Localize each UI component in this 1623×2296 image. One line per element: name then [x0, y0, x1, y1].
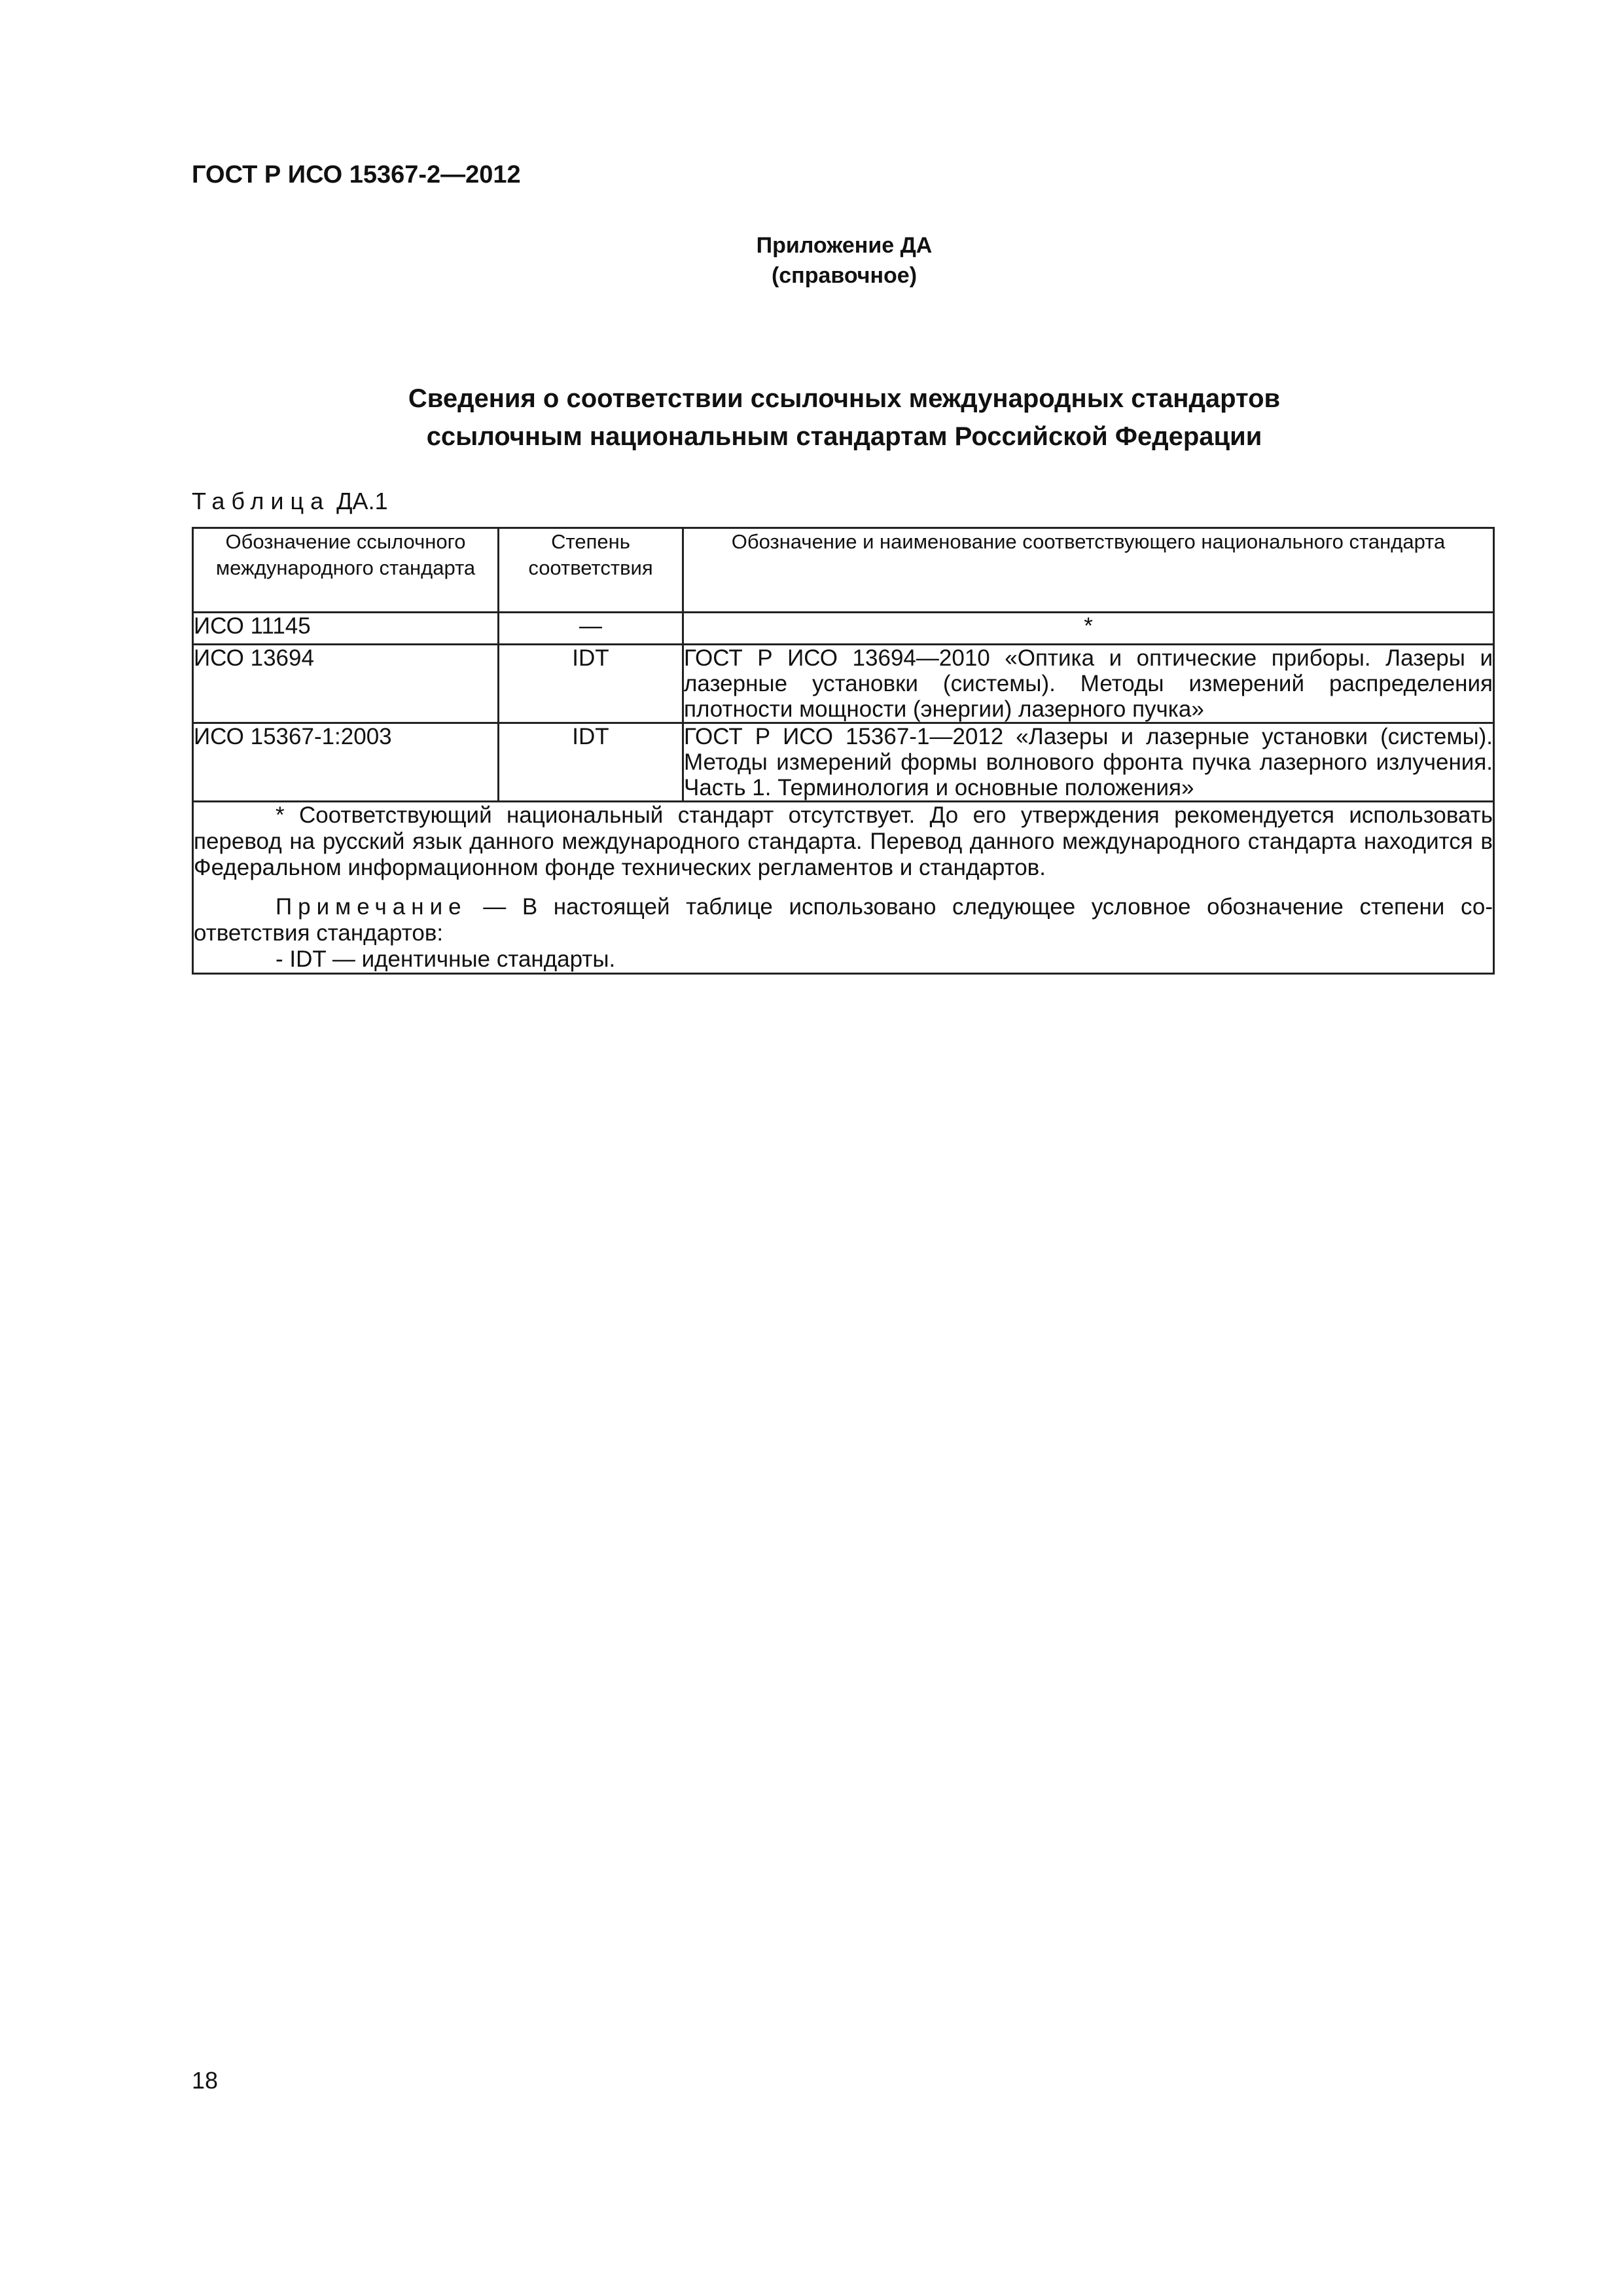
document-code-header: ГОСТ Р ИСО 15367-2—2012 — [192, 161, 521, 188]
cell-national-standard: ГОСТ Р ИСО 13694—2010 «Оптика и оптические приборы. Лазеры и лазерные установки (системы). Методы измерений распределения плотности мощности (энергии) лазерного пучка» — [684, 645, 1493, 722]
cell-intl-standard: ИСО 11145 — [193, 613, 499, 645]
cell-degree: IDT — [499, 723, 683, 802]
cell-national-standard: * — [683, 613, 1494, 645]
section-title — [190, 380, 1499, 456]
table-notes-row — [193, 802, 1494, 974]
cell-intl-standard: ИСО 13694 — [193, 645, 499, 723]
cell-degree: — — [499, 613, 683, 645]
table-caption — [192, 488, 388, 515]
header-degree: Степень соответствия — [499, 528, 683, 613]
header-national-standard: Обозначение и наименование соответствующего национального стандарта — [683, 528, 1494, 613]
table-row — [193, 645, 1494, 723]
note-label: Примечание — [276, 894, 467, 920]
table-caption-word: Таблица — [192, 488, 330, 514]
table-header-row — [193, 528, 1494, 613]
section-title-line-2: ссылочным национальным стандартам Российской Федерации — [426, 422, 1262, 451]
table-row — [193, 723, 1494, 802]
note-paragraph — [194, 894, 1493, 946]
table-notes-cell — [193, 802, 1494, 974]
table-caption-number: ДА.1 — [336, 488, 388, 514]
annex-heading — [0, 230, 1623, 291]
cell-degree: IDT — [499, 645, 683, 723]
annex-label: Приложение ДА — [756, 233, 933, 258]
note-list-item: - IDT — идентичные стандарты. — [276, 946, 616, 972]
cell-national-standard: ГОСТ Р ИСО 15367-1—2012 «Лазеры и лазерные установки (системы). Методы измерений формы волнового фронта пучка лазерного излучения. Часть 1. Терминология и основные положения» — [684, 724, 1493, 800]
note-text: — В настоящей таблице использовано следующее условное обозначение степени соответствия стандартов: — [194, 894, 1493, 946]
cell-intl-standard: ИСО 15367-1:2003 — [193, 723, 499, 802]
footnote-text: * Соответствующий национальный стандарт отсутствует. До его утверждения рекомендуется использовать перевод на русский язык данного международного стандарта. Перевод данного международного стандарта находится в Федеральном информационном фонде технических регламентов и стандартов. — [194, 802, 1493, 880]
annex-type: (справочное) — [771, 263, 918, 288]
page-number: 18 — [192, 2067, 219, 2094]
table-row — [193, 613, 1494, 645]
section-title-line-1: Сведения о соответствии ссылочных международных стандартов — [408, 384, 1281, 413]
standards-correspondence-table — [192, 527, 1495, 975]
header-intl-standard: Обозначение ссылочного международного стандарта — [193, 528, 499, 613]
